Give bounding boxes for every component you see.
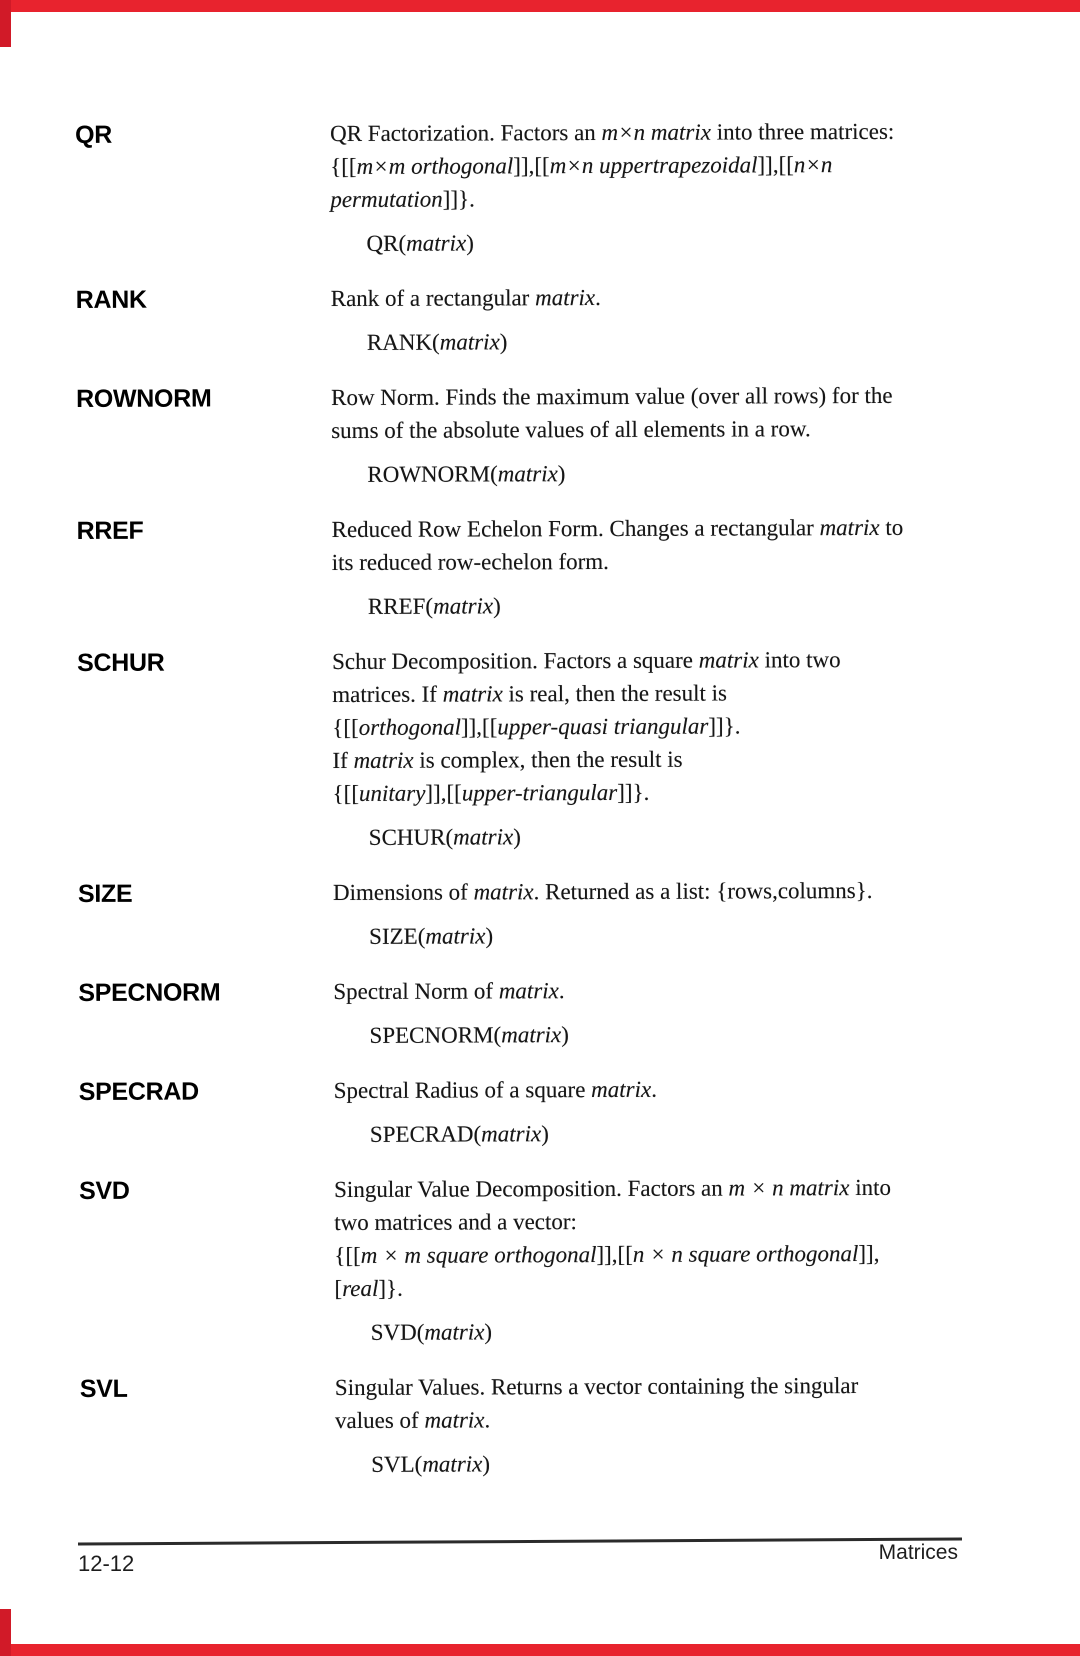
book-edge-bottom [0, 1644, 1080, 1656]
command-description: Spectral Norm of matrix. [333, 978, 565, 1005]
command-description: Schur Decomposition. Factors a square matrix into two matrices. If matrix is real, then the result is {[[orthogonal]],[[upper-quasi triangular]]}. If matrix is complex, then the result is {[[unitary]],[[upper-triangular]]}. [332, 647, 841, 807]
entry-specnorm [78, 972, 998, 1053]
command-name: ROWNORM [76, 384, 212, 413]
command-syntax: RANK(matrix) [366, 329, 508, 355]
page-number: 12-12 [78, 1551, 135, 1576]
command-description: Singular Values. Returns a vector containing the singular values of matrix. [334, 1373, 859, 1434]
entry-body [331, 280, 986, 360]
entry-body [330, 115, 986, 261]
entry-rank [76, 279, 996, 360]
command-syntax: SVL(matrix) [371, 1451, 491, 1477]
entry-specrad [79, 1071, 999, 1152]
command-name: QR [75, 120, 113, 149]
command-syntax: SCHUR(matrix) [368, 824, 521, 850]
entry-body [334, 1170, 990, 1349]
entry-size [78, 873, 998, 954]
entry-rref [77, 510, 997, 624]
command-description: Rank of a rectangular matrix. [330, 284, 601, 312]
command-name: SPECNORM [78, 978, 221, 1007]
command-name: SVL [79, 1374, 128, 1403]
command-syntax: ROWNORM(matrix) [367, 461, 566, 487]
book-edge-corner-bottom-left [0, 1609, 11, 1656]
command-name: SPECRAD [78, 1077, 199, 1106]
command-syntax: SVD(matrix) [370, 1319, 493, 1345]
entries [75, 114, 1000, 1504]
entry-svl [80, 1368, 1000, 1482]
footer-rule [78, 1537, 962, 1545]
entry-body [333, 972, 988, 1052]
command-description: Spectral Radius of a square matrix. [333, 1076, 658, 1104]
command-description: Singular Value Decomposition. Factors an m × n matrix into two matrices and a vector: {[[m × m square orthogonal]],[[n × n square orthogonal]], [real]}. [334, 1174, 891, 1302]
entry-body [333, 874, 988, 954]
command-description: Dimensions of matrix. Returned as a list: {rows,columns}. [332, 877, 873, 906]
command-description: Row Norm. Finds the maximum value (over all rows) for the sums of the absolute values of all elements in a row. [331, 382, 893, 444]
command-syntax: QR(matrix) [366, 230, 474, 256]
command-syntax: SPECRAD(matrix) [369, 1121, 549, 1147]
entry-body [335, 1368, 990, 1481]
entry-body [334, 1071, 989, 1151]
entry-svd [79, 1170, 1000, 1350]
command-syntax: SPECNORM(matrix) [369, 1022, 569, 1048]
command-name: SCHUR [77, 648, 165, 677]
entry-body [331, 379, 986, 492]
entry-rownorm [76, 378, 996, 492]
entry-body [332, 511, 987, 624]
command-syntax: RREF(matrix) [367, 593, 501, 619]
command-name: SVD [79, 1176, 130, 1205]
command-description: QR Factorization. Factors an m×n matrix into three matrices: {[[m×m orthogonal]],[[m×n uppertrapezoidal]],[[n×n permutation]]}. [330, 118, 895, 213]
command-name: SIZE [77, 879, 133, 908]
book-edge-top [0, 0, 1080, 12]
chapter-title: Matrices [878, 1541, 958, 1564]
entry-body [332, 643, 988, 855]
book-edge-corner-top-left [0, 0, 11, 47]
entry-schur [77, 642, 998, 855]
command-description: Reduced Row Echelon Form. Changes a rectangular matrix to its reduced row-echelon form. [331, 514, 904, 576]
entry-qr [75, 114, 996, 261]
command-name: RANK [75, 285, 147, 314]
command-name: RREF [76, 516, 144, 545]
command-syntax: SIZE(matrix) [369, 923, 494, 949]
